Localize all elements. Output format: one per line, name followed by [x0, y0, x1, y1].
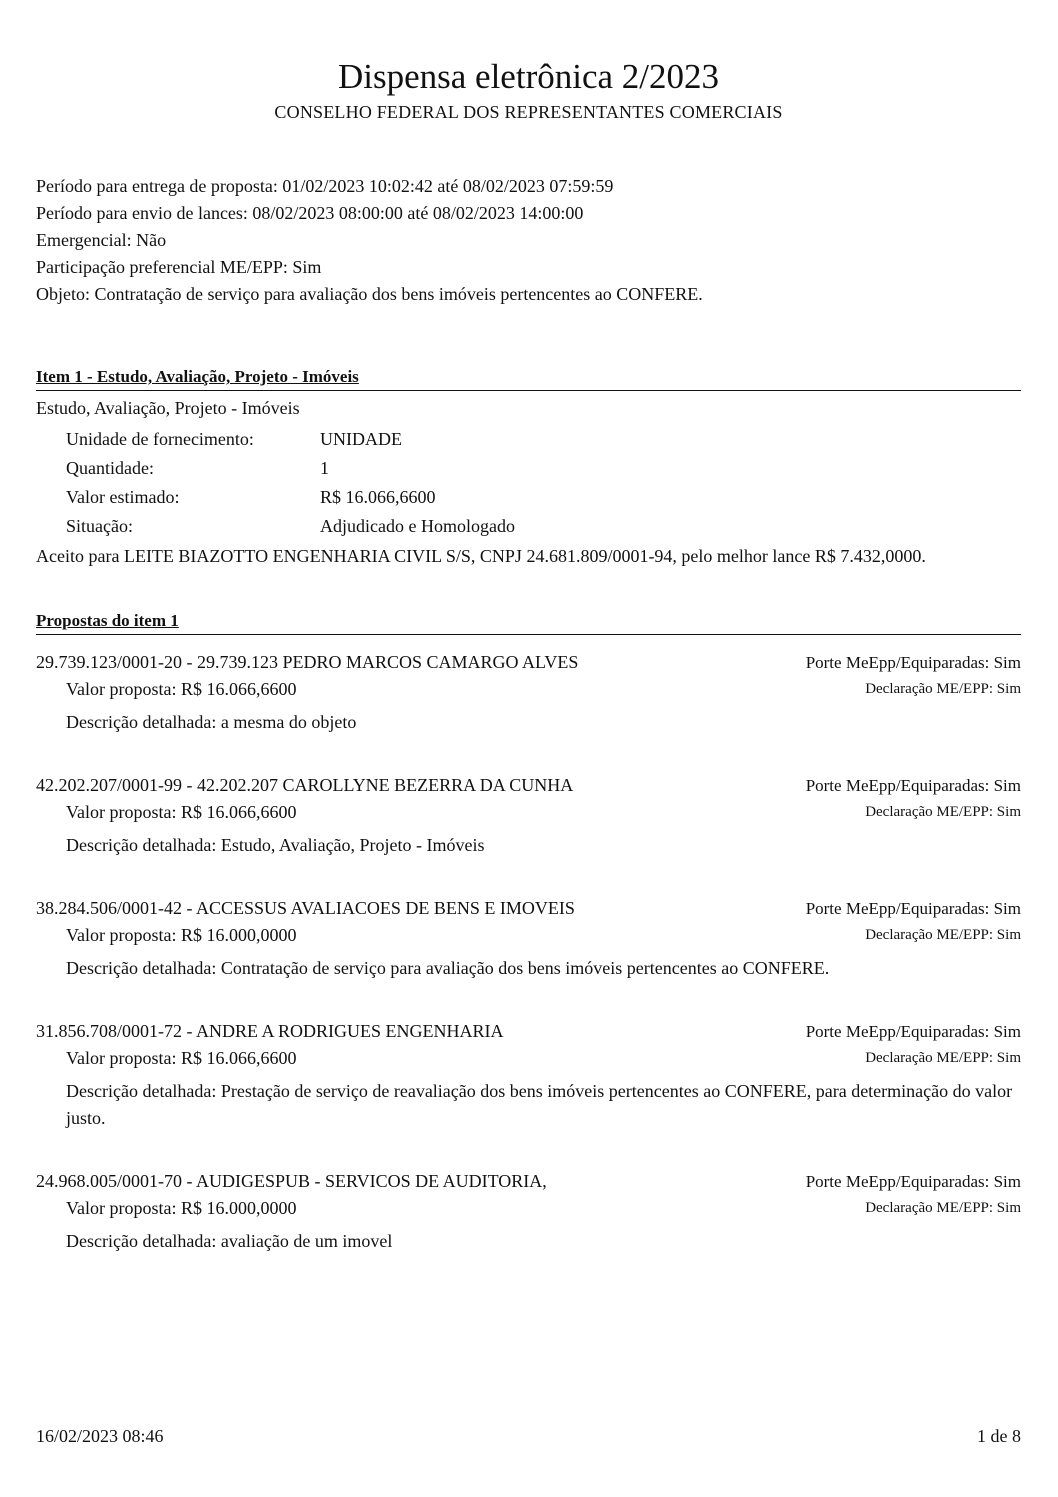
- attribute-value: R$ 16.066,6600: [320, 487, 436, 507]
- proposal-value: Valor proposta: R$ 16.066,6600: [66, 802, 297, 822]
- document-title: Dispensa eletrônica 2/2023: [337, 57, 719, 96]
- attribute-value: Adjudicado e Homologado: [320, 516, 515, 536]
- attribute-value: 1: [320, 458, 329, 478]
- objeto: Objeto: Contratação de serviço para avaliação dos bens imóveis pertencentes ao CONFERE.: [36, 284, 703, 304]
- proposal-declaracao: Declaração ME/EPP: Sim: [865, 1200, 1021, 1216]
- proposal-supplier: 42.202.207/0001-99 - 42.202.207 CAROLLYNE BEZERRA DA CUNHA: [36, 775, 574, 795]
- item-heading: Item 1 - Estudo, Avaliação, Projeto - Imóveis: [36, 366, 1021, 391]
- proposal-supplier: 29.739.123/0001-20 - 29.739.123 PEDRO MARCOS CAMARGO ALVES: [36, 652, 579, 672]
- proposal-entry: [36, 772, 1021, 859]
- attribute-row: [66, 454, 515, 483]
- proposal-description: Descrição detalhada: Estudo, Avaliação, Projeto - Imóveis: [66, 835, 485, 855]
- proposal-porte: Porte MeEpp/Equiparadas: Sim: [805, 776, 1021, 795]
- participacao-preferencial: Participação preferencial ME/EPP: Sim: [36, 257, 322, 277]
- proposal-porte: Porte MeEpp/Equiparadas: Sim: [805, 1172, 1021, 1191]
- proposal-description: Descrição detalhada: a mesma do objeto: [66, 712, 357, 732]
- accepted-statement: Aceito para LEITE BIAZOTTO ENGENHARIA CIVIL S/S, CNPJ 24.681.809/0001-94, pelo melhor lance R$ 7.432,0000.: [36, 546, 926, 566]
- proposal-declaracao: Declaração ME/EPP: Sim: [865, 804, 1021, 820]
- footer-page-number: 1 de 8: [977, 1426, 1021, 1446]
- proposal-supplier: 24.968.005/0001-70 - AUDIGESPUB - SERVICOS DE AUDITORIA,: [36, 1171, 547, 1191]
- proposal-declaracao: Declaração ME/EPP: Sim: [865, 681, 1021, 697]
- periodo-lances: Período para envio de lances: 08/02/2023 08:00:00 até 08/02/2023 14:00:00: [36, 203, 584, 223]
- footer-timestamp: 16/02/2023 08:46: [36, 1426, 164, 1446]
- proposals-heading: Propostas do item 1: [36, 610, 1021, 635]
- proposal-entry: [36, 649, 1021, 736]
- proposal-porte: Porte MeEpp/Equiparadas: Sim: [805, 899, 1021, 918]
- item-attributes: [66, 425, 515, 541]
- attribute-label: Situação:: [66, 516, 133, 536]
- proposal-porte: Porte MeEpp/Equiparadas: Sim: [805, 1022, 1021, 1041]
- organization-name: CONSELHO FEDERAL DOS REPRESENTANTES COMERCIAIS: [274, 102, 783, 122]
- attribute-value: UNIDADE: [320, 429, 402, 449]
- proposal-entry: [36, 1168, 1021, 1255]
- proposal-declaracao: Declaração ME/EPP: Sim: [865, 927, 1021, 943]
- info-block: [36, 173, 1021, 308]
- attribute-row: [66, 512, 515, 541]
- proposal-declaracao: Declaração ME/EPP: Sim: [865, 1050, 1021, 1066]
- attribute-row: [66, 425, 515, 454]
- attribute-row: [66, 483, 515, 512]
- proposal-porte: Porte MeEpp/Equiparadas: Sim: [805, 653, 1021, 672]
- document-page: [36, 0, 1021, 1497]
- proposal-description: Descrição detalhada: Contratação de serviço para avaliação dos bens imóveis pertencentes ao CONFERE.: [66, 958, 830, 978]
- proposal-entry: [36, 1018, 1021, 1132]
- attribute-label: Unidade de fornecimento:: [66, 429, 254, 449]
- proposal-supplier: 38.284.506/0001-42 - ACCESSUS AVALIACOES DE BENS E IMOVEIS: [36, 898, 575, 918]
- proposal-value: Valor proposta: R$ 16.000,0000: [66, 1198, 297, 1218]
- proposal-entry: [36, 895, 1021, 982]
- item-description: Estudo, Avaliação, Projeto - Imóveis: [36, 398, 300, 418]
- proposal-description: Descrição detalhada: avaliação de um imovel: [66, 1231, 393, 1251]
- proposal-value: Valor proposta: R$ 16.000,0000: [66, 925, 297, 945]
- proposal-description: Descrição detalhada: Prestação de serviço de reavaliação dos bens imóveis pertencentes ao CONFERE, para determinação do valor justo.: [66, 1081, 1013, 1128]
- proposal-supplier: 31.856.708/0001-72 - ANDRE A RODRIGUES ENGENHARIA: [36, 1021, 504, 1041]
- periodo-proposta: Período para entrega de proposta: 01/02/2023 10:02:42 até 08/02/2023 07:59:59: [36, 176, 614, 196]
- attribute-label: Valor estimado:: [66, 487, 180, 507]
- proposal-value: Valor proposta: R$ 16.066,6600: [66, 679, 297, 699]
- attribute-label: Quantidade:: [66, 458, 154, 478]
- proposal-value: Valor proposta: R$ 16.066,6600: [66, 1048, 297, 1068]
- emergencial: Emergencial: Não: [36, 230, 167, 250]
